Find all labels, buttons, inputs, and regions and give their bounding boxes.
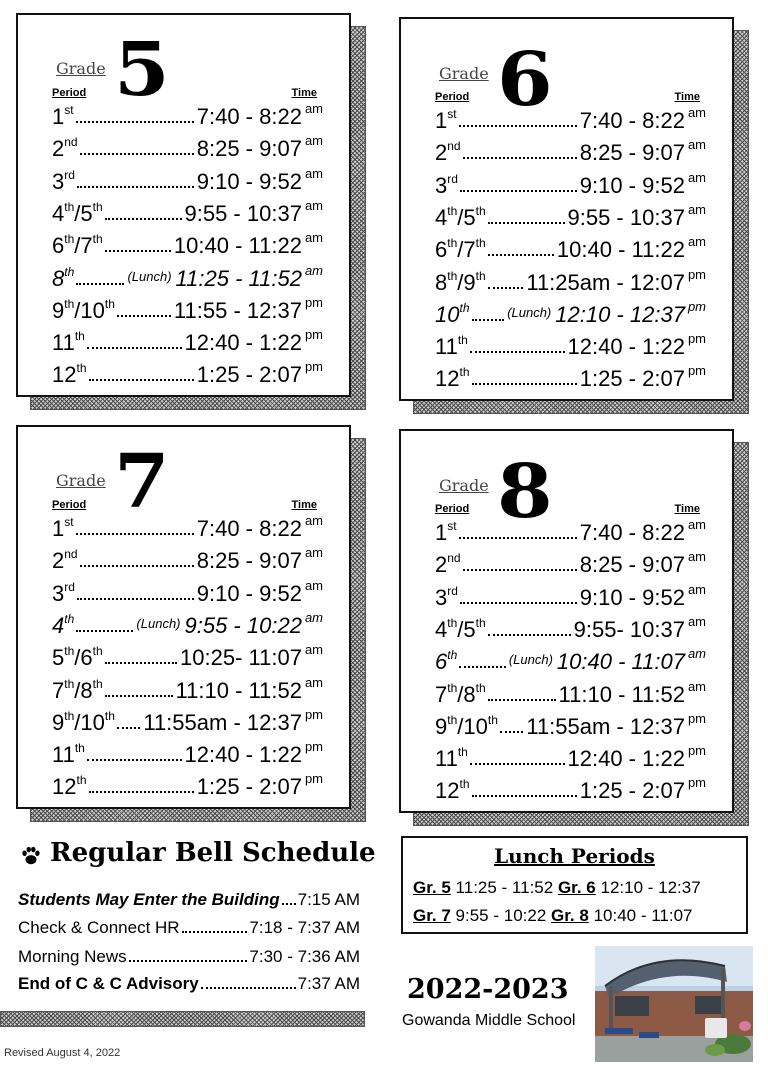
lunch-time: 10:40 - 11:07	[593, 906, 693, 925]
time-header: Time	[291, 87, 317, 99]
period-time: 9:10 - 9:52 $^{am}$	[579, 169, 706, 198]
bell-row-time: 7:37 AM	[297, 974, 360, 993]
period-time: 7:40 - 8:22 $^{am}$	[579, 517, 706, 545]
period-time: 7:40 - 8:22 $^{am}$	[579, 105, 706, 133]
period-label: 4th/5th	[435, 615, 486, 642]
period-label: 11th	[435, 333, 468, 360]
period-row	[435, 198, 706, 230]
lunch-note: (Lunch)	[136, 615, 181, 631]
period-label: 12th	[52, 361, 87, 388]
period-row	[52, 541, 323, 573]
period-row	[435, 230, 706, 262]
period-time: 1:25 - 2:07 $^{pm}$	[196, 359, 323, 388]
bell-row-label: Morning News	[18, 947, 127, 966]
period-time: 9:10 - 9:52 $^{am}$	[579, 581, 706, 610]
period-header: Period	[435, 503, 470, 515]
period-time: 11:55am - 12:37 $^{pm}$	[526, 710, 706, 739]
period-time: 11:10 - 11:52 $^{am}$	[558, 678, 706, 707]
period-row	[435, 610, 706, 642]
period-row	[52, 767, 323, 799]
paw-icon	[20, 845, 42, 867]
period-time: 9:55 - 10:37 $^{am}$	[184, 197, 323, 226]
period-label: 12th	[435, 777, 470, 804]
bell-row-label: End of C & C Advisory	[18, 974, 199, 993]
decorative-bar	[0, 1011, 365, 1027]
period-label: 3rd	[435, 583, 458, 610]
period-row	[52, 671, 323, 703]
school-building-photo	[595, 946, 753, 1062]
period-header: Period	[52, 87, 87, 99]
bell-row-time: 7:30 - 7:36 AM	[249, 947, 360, 966]
period-time: 10:40 - 11:22 $^{am}$	[556, 234, 706, 263]
time-header: Time	[674, 503, 700, 515]
period-row	[52, 574, 323, 606]
period-label: 6th	[435, 648, 458, 675]
period-label: 1st	[52, 103, 74, 129]
period-label: 2nd	[435, 139, 461, 166]
lunch-line	[413, 878, 701, 898]
lunch-note: (Lunch)	[508, 652, 553, 668]
period-label: 11th	[52, 329, 85, 356]
school-name: Gowanda Middle School	[402, 1012, 576, 1029]
bell-row-time: 7:15 AM	[297, 890, 360, 909]
period-time: 7:40 - 8:22 $^{am}$	[196, 513, 323, 541]
period-row	[435, 513, 706, 545]
period-label: 2nd	[52, 135, 78, 162]
period-label: 4th	[52, 611, 75, 638]
period-time: 12:40 - 1:22 $^{pm}$	[184, 327, 323, 356]
grade-label: Grade	[439, 476, 489, 495]
school-year: 2022-2023	[407, 974, 569, 1005]
grade-5-schedule-card	[16, 13, 351, 397]
period-label: 9th/10th	[435, 712, 498, 739]
period-row	[435, 578, 706, 610]
period-label: 2nd	[52, 547, 78, 574]
period-row	[52, 638, 323, 670]
period-time: 1:25 - 2:07 $^{pm}$	[579, 775, 706, 804]
period-time: 11:55am - 12:37 $^{pm}$	[143, 706, 323, 735]
bell-row-label: Check & Connect HR	[18, 918, 180, 937]
lunch-grade: Gr. 6	[557, 878, 596, 897]
period-row	[52, 259, 323, 291]
lunch-grade: Gr. 8	[551, 906, 589, 925]
period-label: 8th	[52, 264, 75, 291]
period-row	[435, 675, 706, 707]
period-label: 9th/10th	[52, 296, 115, 323]
period-row	[52, 509, 323, 541]
period-time: 1:25 - 2:07 $^{pm}$	[579, 363, 706, 392]
period-time: 8:25 - 9:07 $^{am}$	[579, 549, 706, 578]
time-header: Time	[291, 499, 317, 511]
grade-label: Grade	[56, 471, 106, 490]
period-label: 10th	[435, 300, 470, 327]
period-label: 3rd	[52, 167, 75, 194]
period-time: 10:40 - 11:07 $^{am}$	[556, 646, 706, 675]
bell-row	[18, 886, 360, 910]
period-time: 12:10 - 12:37 $^{pm}$	[555, 298, 706, 327]
bell-row	[18, 943, 360, 967]
period-label: 4th/5th	[52, 199, 103, 226]
period-row	[52, 162, 323, 194]
lunch-grade: Gr. 7	[413, 906, 451, 925]
lunch-note: (Lunch)	[127, 268, 172, 284]
period-label: 2nd	[435, 551, 461, 578]
grade-number: 5	[114, 25, 170, 113]
period-label: 7th/8th	[435, 680, 486, 707]
revised-date: Revised August 4, 2022	[4, 1047, 121, 1059]
period-time: 8:25 - 9:07 $^{am}$	[579, 137, 706, 166]
period-label: 12th	[435, 365, 470, 392]
period-row	[435, 707, 706, 739]
bell-row-time: 7:18 - 7:37 AM	[249, 918, 360, 937]
grade-7-schedule-card	[16, 425, 351, 809]
period-label: 7th/8th	[52, 676, 103, 703]
grade-label: Grade	[56, 59, 106, 78]
period-row	[435, 263, 706, 295]
bell-row	[18, 914, 360, 938]
period-time: 9:10 - 9:52 $^{am}$	[196, 165, 323, 194]
period-header: Period	[435, 91, 470, 103]
period-row	[52, 355, 323, 387]
period-row	[52, 97, 323, 129]
period-row	[52, 291, 323, 323]
grade-number: 6	[497, 35, 553, 123]
period-label: 6th/7th	[435, 236, 486, 263]
period-row	[52, 735, 323, 767]
grade-label: Grade	[439, 64, 489, 83]
lunch-periods-title: Lunch Periods	[494, 844, 655, 868]
period-label: 6th/7th	[52, 232, 103, 259]
period-time: 12:40 - 1:22 $^{pm}$	[567, 331, 706, 360]
period-label: 3rd	[52, 579, 75, 606]
period-time: 9:55- 10:37 $^{am}$	[573, 613, 706, 642]
period-time: 11:25 - 11:52 $^{am}$	[175, 262, 323, 291]
lunch-grade: Gr. 5	[413, 878, 451, 897]
period-label: 12th	[52, 773, 87, 800]
period-time: 10:40 - 11:22 $^{am}$	[173, 230, 323, 259]
period-time: 1:25 - 2:07 $^{pm}$	[196, 771, 323, 800]
bell-row-label: Students May Enter the Building	[18, 890, 280, 909]
grade-number: 7	[114, 437, 170, 525]
period-row	[435, 133, 706, 165]
lunch-line	[413, 906, 693, 926]
lunch-periods-box	[401, 836, 748, 934]
period-row	[435, 327, 706, 359]
period-label: 8th/9th	[435, 268, 486, 295]
period-time: 12:40 - 1:22 $^{pm}$	[184, 739, 323, 768]
period-label: 1st	[435, 107, 457, 133]
period-row	[435, 545, 706, 577]
period-row	[435, 166, 706, 198]
period-time: 11:10 - 11:52 $^{am}$	[175, 674, 323, 703]
bell-row	[18, 970, 360, 994]
period-row	[435, 642, 706, 674]
period-row	[435, 295, 706, 327]
period-row	[435, 359, 706, 391]
period-time: 8:25 - 9:07 $^{am}$	[196, 545, 323, 574]
period-row	[435, 101, 706, 133]
grade-8-schedule-card	[399, 429, 734, 813]
period-header: Period	[52, 499, 87, 511]
period-label: 1st	[435, 519, 457, 545]
period-row	[435, 771, 706, 803]
period-time: 9:55 - 10:22 $^{am}$	[184, 609, 323, 638]
period-time: 8:25 - 9:07 $^{am}$	[196, 133, 323, 162]
period-time: 9:10 - 9:52 $^{am}$	[196, 577, 323, 606]
period-label: 9th/10th	[52, 708, 115, 735]
period-label: 5th/6th	[52, 644, 103, 671]
period-row	[52, 606, 323, 638]
lunch-time: 9:55 - 10:22	[455, 906, 547, 925]
period-row	[435, 739, 706, 771]
period-label: 3rd	[435, 171, 458, 198]
period-time: 12:40 - 1:22 $^{pm}$	[567, 743, 706, 772]
grade-number: 8	[497, 447, 553, 535]
grade-6-schedule-card	[399, 17, 734, 401]
period-row	[52, 129, 323, 161]
period-row	[52, 323, 323, 355]
period-time: 11:25am - 12:07 $^{pm}$	[526, 266, 706, 295]
period-time: 10:25- 11:07 $^{am}$	[180, 642, 323, 671]
lunch-time: 11:25 - 11:52	[455, 878, 554, 897]
period-row	[52, 226, 323, 258]
time-header: Time	[674, 91, 700, 103]
period-label: 4th/5th	[435, 203, 486, 230]
period-time: 11:55 - 12:37 $^{pm}$	[173, 294, 323, 323]
period-row	[52, 194, 323, 226]
period-row	[52, 703, 323, 735]
bell-schedule-title: Regular Bell Schedule	[50, 838, 376, 868]
period-time: 7:40 - 8:22 $^{am}$	[196, 101, 323, 129]
period-label: 11th	[52, 741, 85, 768]
period-time: 9:55 - 10:37 $^{am}$	[567, 201, 706, 230]
period-label: 11th	[435, 745, 468, 772]
lunch-time: 12:10 - 12:37	[600, 878, 701, 897]
lunch-note: (Lunch)	[507, 304, 552, 320]
period-label: 1st	[52, 515, 74, 541]
